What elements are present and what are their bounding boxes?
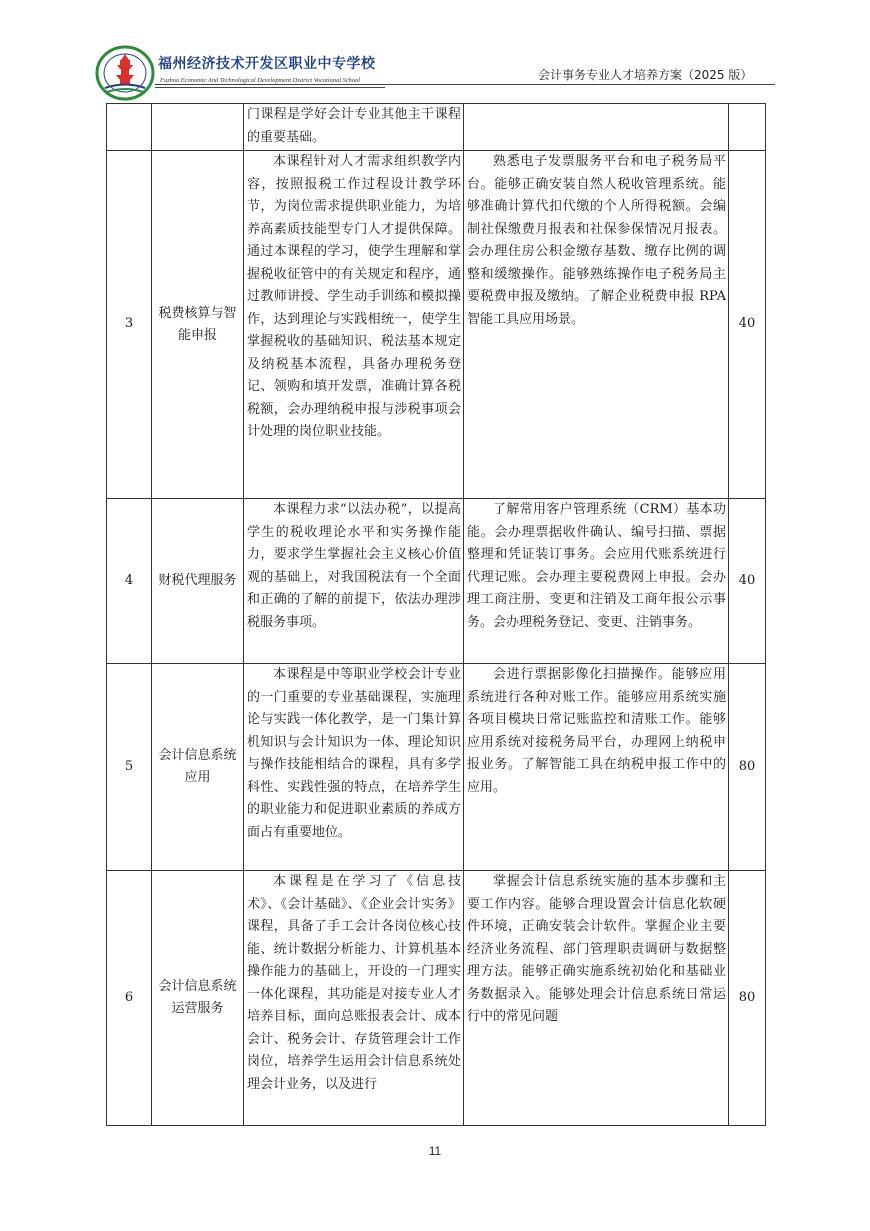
course-description-text: 本课程力求“以法办税”，以提高学生的税收理论水平和实务操作能力，要求学生掌握社会主义核心价值观的基础上，对我国税法有一个全面和正确的了解的前提下，依法办理涉税服务事项。 [247, 502, 461, 630]
school-name-en: Fuzhou Economic And Technological Development District Vocational School [160, 77, 361, 84]
table-row [107, 871, 766, 1126]
course-description [244, 871, 464, 1126]
course-description [244, 664, 464, 871]
course-hours: 40 [729, 151, 766, 499]
course-goals-text: 了解常用客户管理系统（CRM）基本功能。会办理票据收件确认、编号扫描、票据整理和凭证装订事务。会应用代账系统进行代理记账。会办理主要税费网上申报。会办理工商注册、变更和注销及工商年报公示事务。会办理税务登记、变更、注销事务。 [467, 502, 726, 630]
course-description [244, 151, 464, 499]
course-goals [464, 104, 729, 151]
course-hours: 80 [729, 871, 766, 1126]
course-name: 会计信息系统运营服务 [152, 871, 244, 1126]
table-row [107, 664, 766, 871]
table-row [107, 499, 766, 664]
course-name: 会计信息系统应用 [152, 664, 244, 871]
course-description-text: 本课程针对人才需求组织教学内容，按照报税工作过程设计教学环节，为岗位需求提供职业能力，为培养高素质技能型专门人才提供保障。通过本课程的学习，使学生理解和掌握税收征管中的有关规定和程序，通过教师讲授、学生动手训练和模拟操作，达到理论与实践相统一，使学生掌握税收的基础知识、税法基本规定及纳税基本流程，具备办理税务登记、领购和填开发票，准确计算各税税额，会办理纳税申报与涉税事项会计处理的岗位职业技能。 [247, 154, 461, 439]
school-pagoda-emblem-icon [95, 45, 155, 101]
document-title: 会计事务专业人才培养方案（2025 版） [538, 68, 753, 82]
course-goals-text: 熟悉电子发票服务平台和电子税务局平台。能够正确安装自然人税收管理系统。能够准确计算代扣代缴的个人所得税额。会编制社保缴费月报表和社保参保情况月报表。会办理住房公积金缴存基数、缴存比例的调整和缓缴操作。能够熟练操作电子税务局主要税费申报及缴纳。了解企业税费申报 RPA 智能工具应用场景。 [467, 154, 726, 327]
course-goals-text: 掌握会计信息系统实施的基本步骤和主要工作内容。能够合理设置会计信息化软硬件环境，正确安装会计软件。掌握企业主要经济业务流程、部门管理职责调研与数据整理方法。能够正确实施系统初始化和基础业务数据录入。能够处理会计信息系统日常运行中的常见问题 [467, 874, 726, 1024]
course-table [106, 103, 766, 1126]
table-row [107, 104, 766, 151]
course-goals-text: 会进行票据影像化扫描操作。能够应用系统进行各种对账工作。能够应用系统实施各项目模块日常记账监控和清账工作。能够应用系统对接税务局平台，办理网上纳税申报业务。了解智能工具在纳税申报工作中的应用。 [467, 667, 726, 795]
course-goals [464, 664, 729, 871]
course-number: 4 [107, 499, 152, 664]
page-number: 11 [428, 1144, 442, 1158]
table-row [107, 151, 766, 499]
school-name-cn: 福州经济技术开发区职业中专学校 [158, 56, 376, 72]
course-goals [464, 499, 729, 664]
course-hours: 80 [729, 664, 766, 871]
course-number [107, 104, 152, 151]
course-description-text: 本课程是中等职业学校会计专业的一门重要的专业基础课程，实施理论与实践一体化教学，是一门集计算机知识与会计知识为一体、理论知识与操作技能相结合的课程，具有多学科性、实践性强的特点，在培养学生的职业能力和促进职业素质的养成方面占有重要地位。 [247, 667, 461, 840]
course-description [244, 499, 464, 664]
course-hours [729, 104, 766, 151]
course-number: 3 [107, 151, 152, 499]
course-number: 6 [107, 871, 152, 1126]
course-number: 5 [107, 664, 152, 871]
course-hours: 40 [729, 499, 766, 664]
page-header [0, 0, 870, 100]
header-rule [155, 84, 775, 85]
course-name: 财税代理服务 [152, 499, 244, 664]
course-goals [464, 871, 729, 1126]
header-rule-short [155, 87, 385, 88]
course-name: 税费核算与智能申报 [152, 151, 244, 499]
course-description [244, 104, 464, 151]
course-goals [464, 151, 729, 499]
course-description-text: 门课程是学好会计专业其他主干课程的重要基础。 [247, 107, 461, 145]
course-description-text: 本课程是在学习了《信息技术》、《会计基础》、《企业会计实务》课程，具备了手工会计各岗位核心技能、统计数据分析能力、计算机基本操作能力的基础上，开设的一门理实一体化课程，其功能是对接专业人才培养目标，面向总账报表会计、成本会计、税务会计、存货管理会计工作岗位，培养学生运用会计信息系统处理会计业务，以及进行 [247, 874, 461, 1092]
course-name [152, 104, 244, 151]
